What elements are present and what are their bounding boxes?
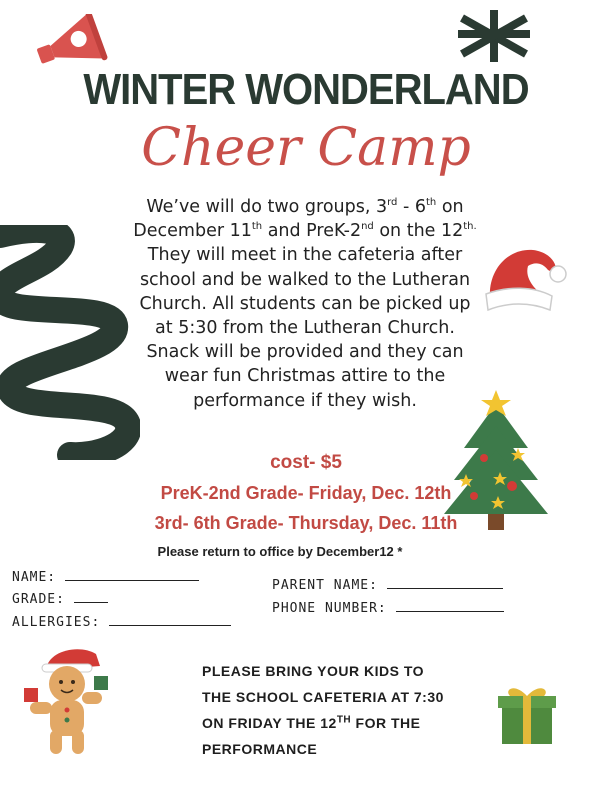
flyer-title: WINTER WONDERLAND (83, 66, 529, 114)
gift-box-icon (496, 676, 558, 746)
prek-schedule: PreK-2nd Grade- Friday, Dec. 12th (160, 483, 452, 503)
asterisk-star-icon (456, 8, 532, 64)
return-instruction: Please return to office by December12 * (157, 544, 403, 559)
megaphone-icon (30, 14, 116, 68)
phone-field[interactable] (272, 599, 504, 616)
parent-name-label: PARENT NAME: (272, 578, 378, 593)
name-label: NAME: (12, 570, 57, 585)
grade-field[interactable] (12, 590, 108, 607)
santa-hat-icon (478, 240, 570, 320)
allergies-field[interactable] (12, 613, 231, 630)
description-text: We’ve will do two groups, 3rd - 6th on December 11th and PreK-2nd on the $12^{th.}$ They will meet in the cafeteria after school and be walked to the Lutheran Church. All students can be picked up at 5:30 from the Lutheran Church. Snack will be provided and they can wear fun Christmas attire to the performance if they wish. (133, 197, 477, 411)
allergies-label: ALLERGIES: (12, 615, 101, 630)
grades-3-6-schedule: 3rd- 6th Grade- Thursday, Dec. 11th (154, 513, 458, 533)
grade-label: GRADE: (12, 592, 65, 607)
phone-label: PHONE NUMBER: (272, 601, 387, 616)
gingerbread-man-icon (20, 640, 112, 758)
parent-name-field[interactable] (272, 576, 503, 593)
name-field[interactable] (12, 568, 199, 585)
flyer-subtitle: Cheer Camp (141, 118, 471, 178)
bring-kids-notice: PLEASE BRING YOUR KIDS TO THE SCHOOL CAFETERIA AT 7:30 ON FRIDAY THE 12TH FOR THE PERFORMANCE (202, 663, 444, 757)
cost-text: cost- $5 (270, 452, 342, 473)
